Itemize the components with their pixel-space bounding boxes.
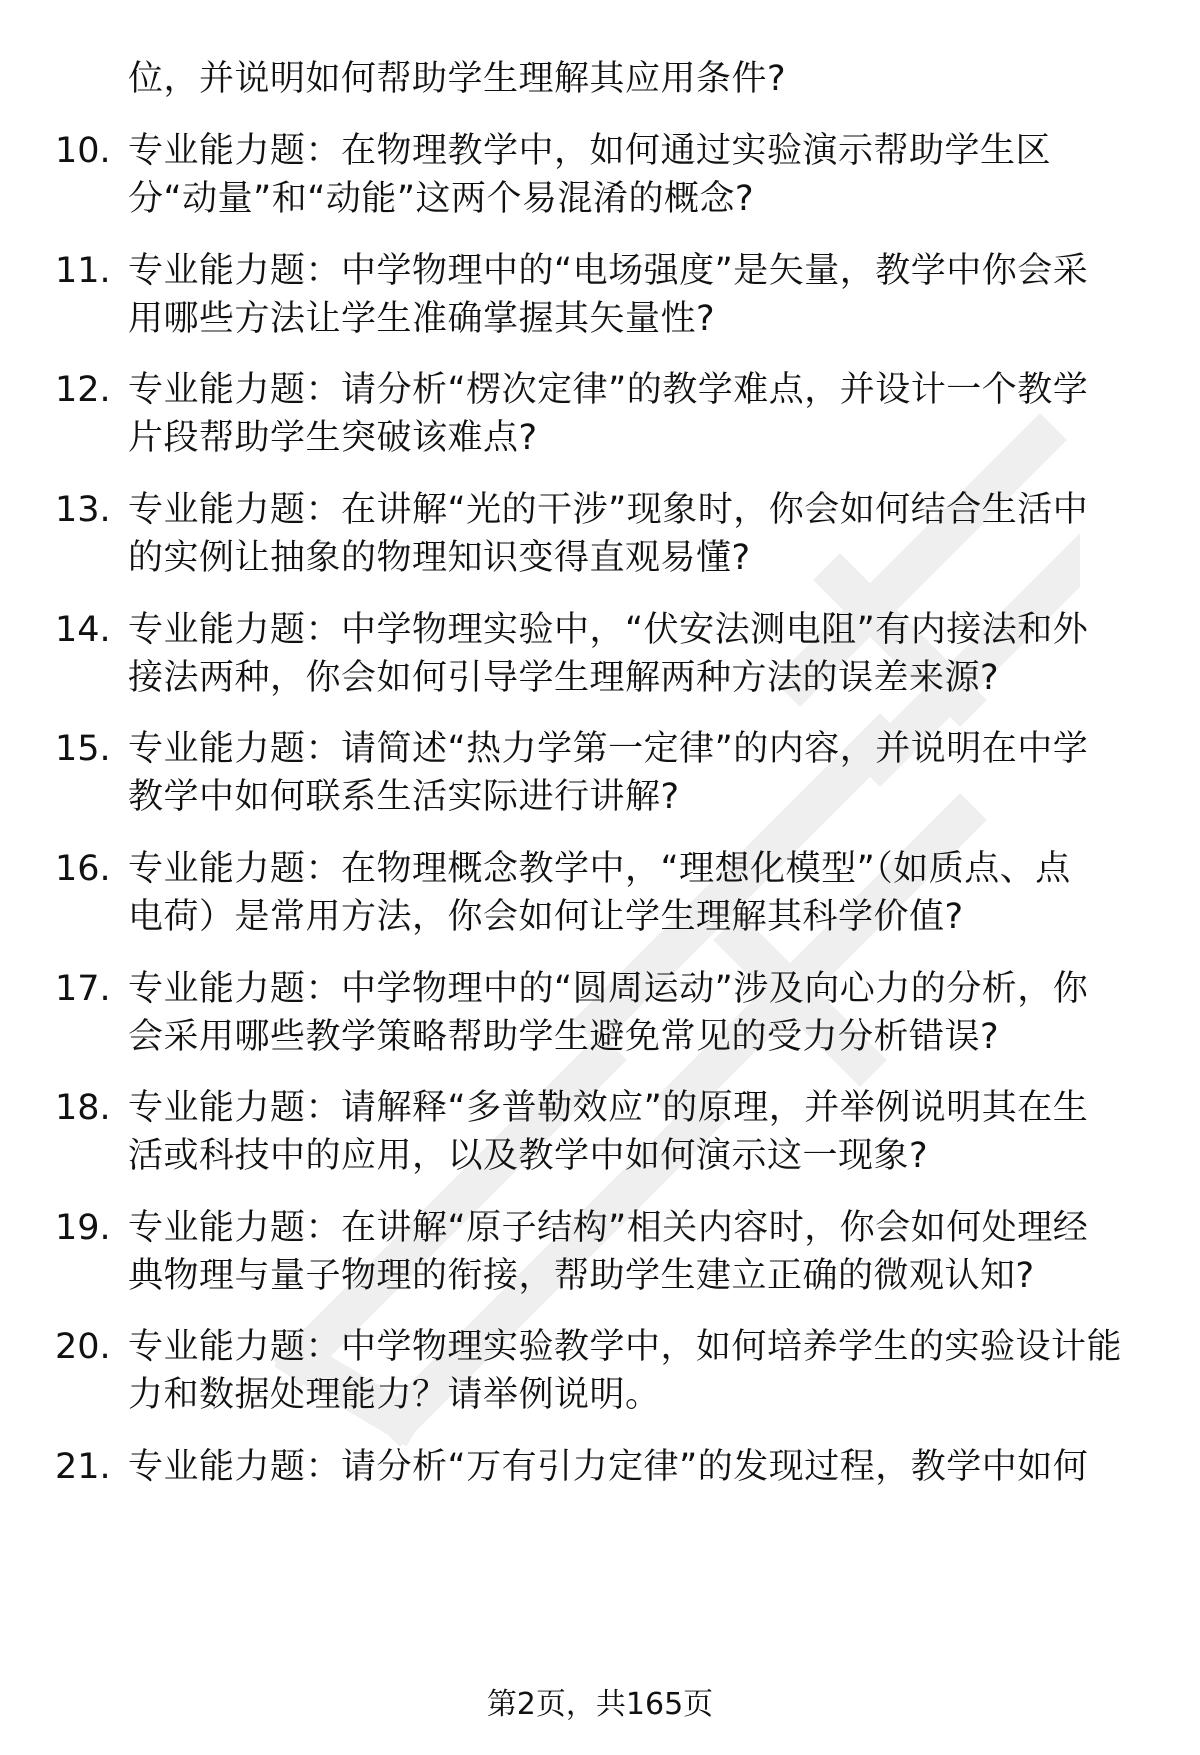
question-number: 20. (55, 1327, 111, 1367)
question-line: 专业能力题：中学物理实验中，“伏安法测电阻”有内接法和外 (128, 610, 1089, 650)
question-line: 分“动量”和“动能”这两个易混淆的概念? (128, 179, 755, 219)
question-number: 18. (55, 1088, 111, 1128)
question-number: 21. (55, 1447, 111, 1487)
question-line: 片段帮助学生突破该难点? (128, 418, 538, 458)
question-line: 专业能力题：中学物理中的“圆周运动”涉及向心力的分析，你 (128, 969, 1089, 1009)
question-number: 19. (55, 1208, 111, 1248)
question-number: 11. (55, 251, 111, 291)
question-line: 专业能力题：请分析“万有引力定律”的发现过程，教学中如何 (128, 1447, 1089, 1487)
question-number: 14. (55, 610, 111, 650)
question-line: 教学中如何联系生活实际进行讲解? (128, 777, 680, 817)
question-number: 17. (55, 969, 111, 1009)
question-number: 12. (55, 370, 111, 410)
question-line: 专业能力题：在物理概念教学中，“理想化模型”（如质点、点 (128, 849, 1071, 889)
question-line: 力和数据处理能力？请举例说明。 (128, 1375, 661, 1415)
question-number: 13. (55, 490, 111, 530)
question-line: 典物理与量子物理的衔接，帮助学生建立正确的微观认知? (128, 1256, 1035, 1296)
question-line: 专业能力题：在物理教学中，如何通过实验演示帮助学生区 (128, 131, 1052, 171)
page-footer: 第2页，共165页 (486, 1687, 714, 1722)
question-line: 电荷）是常用方法，你会如何让学生理解其科学价值? (128, 897, 964, 937)
question-line: 专业能力题：请分析“楞次定律”的教学难点，并设计一个教学 (128, 370, 1089, 410)
continuation-text: 位，并说明如何帮助学生理解其应用条件? (128, 59, 787, 99)
question-line: 专业能力题：中学物理中的“电场强度”是矢量，教学中你会采 (128, 251, 1089, 291)
question-line: 专业能力题：在讲解“原子结构”相关内容时，你会如何处理经 (128, 1208, 1089, 1248)
question-line: 活或科技中的应用，以及教学中如何演示这一现象? (128, 1136, 929, 1176)
question-line: 专业能力题：请简述“热力学第一定律”的内容，并说明在中学 (128, 729, 1089, 769)
question-line: 用哪些方法让学生准确掌握其矢量性? (128, 299, 716, 339)
question-number: 16. (55, 849, 111, 889)
question-number: 15. (55, 729, 111, 769)
question-line: 专业能力题：中学物理实验教学中，如何培养学生的实验设计能 (128, 1327, 1123, 1367)
question-line: 接法两种，你会如何引导学生理解两种方法的误差来源? (128, 658, 1000, 698)
question-line: 的实例让抽象的物理知识变得直观易懂? (128, 538, 751, 578)
question-number: 10. (55, 131, 111, 171)
question-line: 专业能力题：请解释“多普勒效应”的原理，并举例说明其在生 (128, 1088, 1089, 1128)
question-line: 专业能力题：在讲解“光的干涉”现象时，你会如何结合生活中 (128, 490, 1089, 530)
question-line: 会采用哪些教学策略帮助学生避免常见的受力分析错误? (128, 1017, 1000, 1057)
